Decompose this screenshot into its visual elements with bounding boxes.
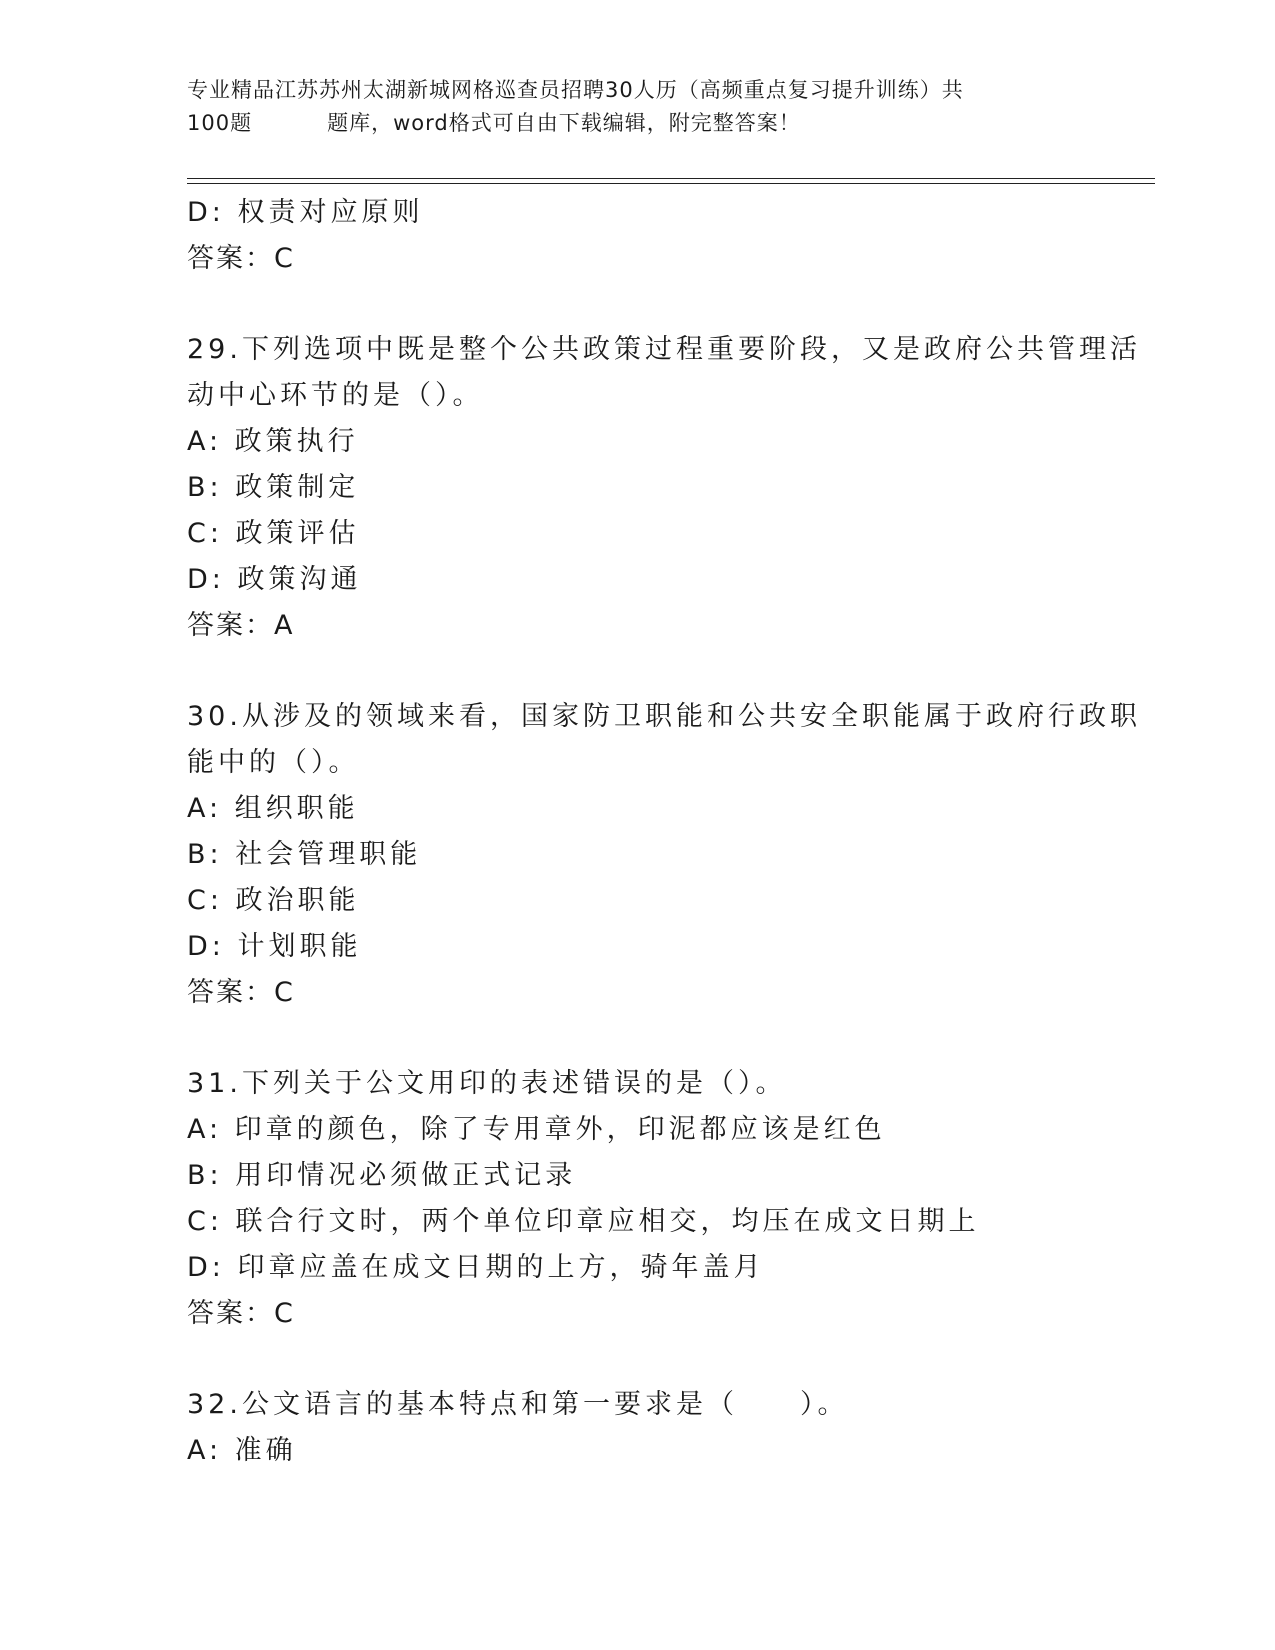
question-stem: 31.下列关于公文用印的表述错误的是（）。 bbox=[187, 1068, 787, 1099]
answer-line: 答案：C bbox=[187, 977, 295, 1008]
question-31 bbox=[187, 1061, 1087, 1337]
option-b: B: 政策制定 bbox=[187, 472, 360, 503]
answer-line: 答案：A bbox=[187, 610, 295, 641]
option-a: A: 印章的颜色，除了专用章外，印泥都应该是红色 bbox=[187, 1114, 886, 1145]
question-stem: 29.下列选项中既是整个公共政策过程重要阶段，又是政府公共管理活 bbox=[187, 334, 1141, 365]
header-title-line-1: 专业精品江苏苏州太湖新城网格巡查员招聘30人历（高频重点复习提升训练）共 bbox=[187, 78, 964, 102]
option-a: A: 组织职能 bbox=[187, 793, 359, 824]
question-30 bbox=[187, 694, 1141, 1016]
header-title-tail: 题库，word格式可自由下载编辑，附完整答案！ bbox=[327, 111, 801, 135]
header-question-count: 100题 bbox=[187, 111, 253, 135]
option-c: C: 政治职能 bbox=[187, 885, 360, 916]
carryover-block bbox=[187, 190, 1087, 282]
header-title-line-2 bbox=[187, 107, 1087, 140]
question-32 bbox=[187, 1382, 1087, 1474]
option-d: D: 政策沟通 bbox=[187, 564, 362, 595]
option-b: B: 社会管理职能 bbox=[187, 839, 422, 870]
option-d: D: 权责对应原则 bbox=[187, 197, 424, 228]
option-c: C: 政策评估 bbox=[187, 518, 360, 549]
option-a: A: 政策执行 bbox=[187, 426, 359, 457]
question-stem-cont: 动中心环节的是（）。 bbox=[187, 380, 484, 411]
option-d: D: 计划职能 bbox=[187, 931, 362, 962]
option-a: A: 准确 bbox=[187, 1435, 297, 1466]
answer-line: 答案：C bbox=[187, 1298, 295, 1329]
header-rule-bottom bbox=[187, 183, 1155, 184]
question-stem: 30.从涉及的领域来看，国家防卫职能和公共安全职能属于政府行政职 bbox=[187, 701, 1141, 732]
option-c: C: 联合行文时，两个单位印章应相交，均压在成文日期上 bbox=[187, 1206, 980, 1237]
question-29 bbox=[187, 327, 1141, 649]
question-list bbox=[187, 190, 1141, 1474]
header-rule-top bbox=[187, 178, 1155, 179]
question-stem-cont: 能中的（）。 bbox=[187, 747, 360, 778]
option-b: B: 用印情况必须做正式记录 bbox=[187, 1160, 577, 1191]
question-stem: 32.公文语言的基本特点和第一要求是（ ）。 bbox=[187, 1389, 849, 1420]
document-header bbox=[187, 74, 1087, 140]
answer-line: 答案：C bbox=[187, 243, 295, 274]
option-d: D: 印章应盖在成文日期的上方，骑年盖月 bbox=[187, 1252, 765, 1283]
